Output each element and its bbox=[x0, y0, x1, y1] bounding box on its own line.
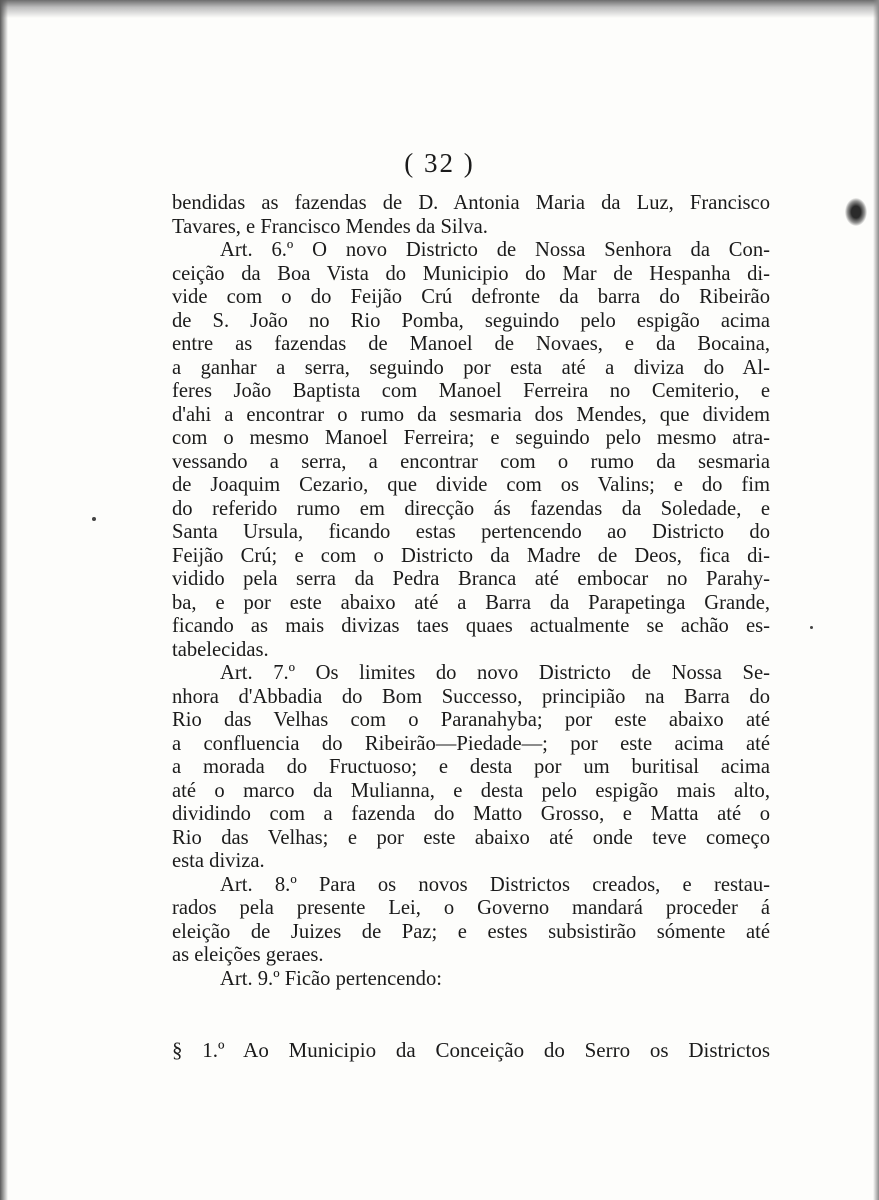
ink-speck bbox=[92, 517, 96, 521]
text-line: Rio das Velhas com o Paranahyba; por este abaixo até bbox=[172, 709, 770, 731]
text-line: de S. João no Rio Pomba, seguindo pelo espigão acima bbox=[172, 309, 770, 332]
text-line: a ganhar a serra, seguindo por esta até a diviza do Al- bbox=[172, 356, 770, 379]
text-line: do referido rumo em direcção ás fazendas da Soledade, e bbox=[172, 497, 770, 520]
text-line: nhora d'Abbadia do Bom Successo, principião na Barra do bbox=[172, 685, 770, 708]
text-line: com o mesmo Manoel Ferreira; e seguindo pelo mesmo atra- bbox=[172, 427, 770, 449]
text-line: esta diviza. bbox=[172, 850, 265, 872]
text-line: entre as fazendas de Manoel de Novaes, e da Bocaina, bbox=[172, 333, 770, 355]
text-line: rados pela presente Lei, o Governo mandará proceder á bbox=[172, 897, 770, 919]
text-line: de Joaquim Cezario, que divide com os Valins; e do fim bbox=[172, 474, 770, 496]
section-heading: § 1.º Ao Municipio da Conceição do Serro os Districtos bbox=[172, 1038, 770, 1062]
text-line: Art. 6.º O novo Districto de Nossa Senhora da Con- bbox=[220, 239, 770, 261]
text-line: Tavares, e Francisco Mendes da Silva. bbox=[172, 215, 488, 238]
text-line: vide com o do Feijão Crú defronte da barra do Ribeirão bbox=[172, 286, 770, 308]
ink-speck bbox=[810, 626, 813, 629]
text-line: a morada do Fructuoso; e desta por um buritisal acima bbox=[172, 756, 770, 778]
text-line: dividindo com a fazenda do Matto Grosso, e Matta até o bbox=[172, 803, 770, 825]
text-line: tabelecidas. bbox=[172, 638, 269, 661]
text-line: eleição de Juizes de Paz; e estes subsistirão sómente até bbox=[172, 920, 770, 943]
scan-edge-left bbox=[0, 0, 8, 1200]
page-number: ( 32 ) bbox=[404, 148, 475, 178]
text-line: ceição da Boa Vista do Municipio do Mar de Hespanha di- bbox=[172, 262, 770, 285]
text-line: ficando as mais divizas taes quaes actualmente se achão es- bbox=[172, 615, 770, 637]
text-line: até o marco da Mulianna, e desta pelo espigão mais alto, bbox=[172, 779, 770, 802]
text-line: vidido pela serra da Pedra Branca até embocar no Parahy- bbox=[172, 568, 770, 590]
text-line: Feijão Crú; e com o Districto da Madre de Deos, fica di- bbox=[172, 544, 770, 567]
scan-edge-top bbox=[0, 0, 879, 18]
text-line: Art. 9.º Ficão pertencendo: bbox=[220, 967, 442, 990]
scan-edge-right bbox=[873, 0, 879, 1200]
text-line: ba, e por este abaixo até a Barra da Parapetinga Grande, bbox=[172, 591, 770, 614]
text-line: Art. 8.º Para os novos Districtos creados, e restau- bbox=[220, 873, 770, 896]
text-line: Santa Ursula, ficando estas pertencendo ao Districto do bbox=[172, 521, 770, 543]
ink-blot bbox=[845, 198, 867, 226]
text-line: vessando a serra, a encontrar com o rumo da sesmaria bbox=[172, 450, 770, 473]
text-line: d'ahi a encontrar o rumo da sesmaria dos Mendes, que dividem bbox=[172, 403, 770, 426]
text-line: as eleições geraes. bbox=[172, 944, 324, 966]
text-line: a confluencia do Ribeirão—Piedade—; por este acima até bbox=[172, 732, 770, 755]
document-body bbox=[172, 192, 770, 991]
text-line: bendidas as fazendas de D. Antonia Maria da Luz, Francisco bbox=[172, 192, 770, 214]
text-line: feres João Baptista com Manoel Ferreira no Cemiterio, e bbox=[172, 380, 770, 402]
text-line: Art. 7.º Os limites do novo Districto de Nossa Se- bbox=[220, 662, 770, 684]
text-line: Rio das Velhas; e por este abaixo até onde teve começo bbox=[172, 826, 770, 849]
